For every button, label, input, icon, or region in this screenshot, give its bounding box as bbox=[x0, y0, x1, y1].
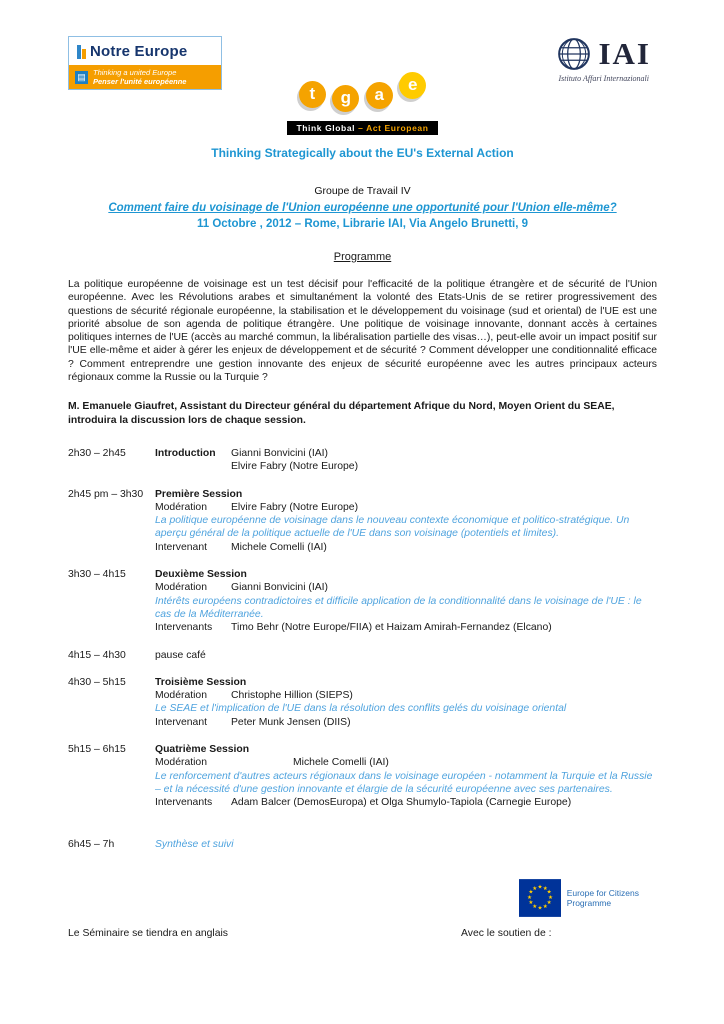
slot-speaker: Gianni Bonvicini (IAI) bbox=[231, 447, 329, 459]
event-date-location: 11 Octobre , 2012 – Rome, Librarie IAI, Via Angelo Brunetti, 9 bbox=[196, 218, 529, 230]
slot-title: Introduction bbox=[155, 447, 216, 459]
eu-star-icon: ★ bbox=[526, 894, 532, 901]
schedule-slot-coffee-break bbox=[68, 649, 657, 662]
moderator-note: M. Emanuele Giaufret, Assistant du Directeur général du département Afrique du Nord, Moyen Orient du SEAE, introduira la discussion lors de chaque session. bbox=[68, 401, 615, 426]
eu-star-icon: ★ bbox=[528, 889, 534, 896]
slot-body bbox=[155, 838, 657, 851]
eu-star-icon: ★ bbox=[531, 885, 537, 892]
slot-speaker: Elvire Fabry (Notre Europe) bbox=[231, 461, 359, 473]
slot-time: 2h30 – 2h45 bbox=[68, 447, 126, 459]
notre-europe-taglines bbox=[93, 68, 186, 86]
tgae-letter-e-icon: e bbox=[399, 72, 426, 99]
schedule-slot-synthesis bbox=[68, 838, 657, 851]
notre-europe-logo bbox=[68, 36, 222, 90]
slot-title: Synthèse et suivi bbox=[155, 838, 234, 850]
iai-logo-top bbox=[556, 36, 651, 72]
schedule-slot-session-3 bbox=[68, 676, 657, 729]
event-series-tagline: Thinking Strategically about the EU's External Action bbox=[211, 146, 514, 160]
session-description: Le renforcement d'autres acteurs régionaux dans le voisinage européen - notamment la Turquie et la Russie – et la nécessité d'une gestion innovante et élargie de la sécurité européenne avec ses partenaires. bbox=[155, 770, 653, 795]
notre-europe-name: Notre Europe bbox=[90, 43, 188, 60]
notre-europe-mark-icon bbox=[77, 45, 86, 59]
speaker-label: Intervenants bbox=[155, 622, 213, 634]
notre-europe-tagline-fr: Penser l'unité européenne bbox=[93, 77, 187, 86]
schedule-slot-session-4 bbox=[68, 743, 657, 809]
slot-body bbox=[155, 568, 657, 634]
europe-for-citizens-logo bbox=[519, 879, 639, 917]
footer bbox=[68, 879, 657, 941]
eu-star-icon: ★ bbox=[547, 894, 553, 901]
support-label: Avec le soutien de : bbox=[461, 927, 552, 939]
speaker-label: Intervenants bbox=[155, 797, 213, 809]
notre-europe-tagline-en: Thinking a united Europe bbox=[93, 68, 177, 77]
moderation-label: Modération bbox=[155, 582, 207, 594]
schedule bbox=[68, 447, 657, 851]
moderation-label: Modération bbox=[155, 501, 207, 513]
eu-programme-line1: Europe for Citizens bbox=[566, 887, 639, 898]
speaker-label: Intervenant bbox=[155, 716, 207, 728]
slot-time: 2h45 pm – 3h30 bbox=[68, 488, 144, 500]
eu-star-icon: ★ bbox=[546, 889, 552, 896]
notre-europe-logo-top bbox=[69, 37, 221, 65]
slot-body bbox=[155, 488, 657, 554]
eu-star-icon: ★ bbox=[546, 900, 552, 907]
speaker-names: Adam Balcer (DemosEuropa) et Olga Shumylo-Tapiola (Carnegie Europe) bbox=[231, 797, 572, 809]
iai-subtitle: Istituto Affari Internazionali bbox=[558, 74, 649, 83]
speaker-names: Michele Comelli (IAI) bbox=[231, 541, 327, 553]
tgae-letter-t-icon: t bbox=[299, 81, 326, 108]
tgae-letter-g-icon: g bbox=[332, 85, 359, 112]
eu-programme-name bbox=[567, 888, 639, 908]
speaker-names: Peter Munk Jensen (DIIS) bbox=[231, 716, 351, 728]
session-description: Intérêts européens contradictoires et difficile application de la conditionnalité dans le voisinage de l'UE : le cas de la Méditerranée. bbox=[155, 595, 642, 620]
intro-paragraph: La politique européenne de voisinage est un test décisif pour l'efficacité de la politique étrangère et de sécurité de l'Union européenne. Avec les Révolutions arabes et simultanément la volonté des Etats-Unis de se retirer progressivement des questions de sécurité régionale européenne, la stabilisation et le développement du voisinage (sud et oriental) de l'UE est une priorité absolue de son agenda de politique étrangère. Une politique de voisinage innovante, donnant accès à certaines politiques internes de l'UE (accès au marché commun, la libéralisation partielle des visas…), peut-elle avoir un impact positif sur l'UE elle-même et aider à gérer les enjeux de développement et de sécurité ? Comment développer une conditionnalité efficace ? Comment entreprendre une gestion innovante des enjeux de sécurité européenne avec les autres principaux acteurs régionaux comme la Russie ou la Turquie ? bbox=[68, 279, 657, 384]
slot-body bbox=[155, 676, 657, 729]
notre-europe-strip-icon: ▤ bbox=[75, 71, 88, 84]
schedule-slot-session-2 bbox=[68, 568, 657, 634]
moderator-name: Elvire Fabry (Notre Europe) bbox=[231, 501, 359, 513]
slot-title: pause café bbox=[155, 649, 206, 661]
speaker-label: Intervenant bbox=[155, 541, 207, 553]
slot-title: Troisième Session bbox=[155, 676, 247, 688]
event-title: Comment faire du voisinage de l'Union européenne une opportunité pour l'Union elle-même? bbox=[108, 202, 617, 214]
schedule-slot-introduction bbox=[68, 447, 657, 474]
eu-star-icon: ★ bbox=[542, 885, 548, 892]
slot-time: 3h30 – 4h15 bbox=[68, 569, 126, 581]
slot-title: Première Session bbox=[155, 488, 243, 500]
eu-flag-icon bbox=[519, 879, 561, 917]
notre-europe-tagline-strip bbox=[69, 65, 221, 89]
title-block bbox=[68, 185, 657, 230]
language-note: Le Séminaire se tiendra en anglais bbox=[68, 927, 228, 939]
moderator-name: Michele Comelli (IAI) bbox=[293, 757, 389, 769]
session-description: La politique européenne de voisinage dans le nouveau contexte économique et politico-stratégique. Un aperçu général de la politique actuelle de l'UE dans son voisinage (potentiels et limites). bbox=[155, 515, 630, 540]
slot-time: 4h30 – 5h15 bbox=[68, 676, 126, 688]
session-description: Le SEAE et l'implication de l'UE dans la résolution des conflits gelés du voisinage oriental bbox=[155, 703, 567, 715]
eu-star-icon: ★ bbox=[531, 903, 537, 910]
slot-body bbox=[155, 447, 657, 474]
globe-icon bbox=[556, 36, 592, 72]
tgae-banner-left: Think Global bbox=[296, 123, 356, 133]
slot-time: 5h15 – 6h15 bbox=[68, 744, 126, 756]
slot-body bbox=[155, 649, 657, 662]
schedule-slot-session-1 bbox=[68, 488, 657, 554]
iai-name: IAI bbox=[598, 36, 651, 71]
programme-heading: Programme bbox=[333, 251, 392, 263]
moderation-label: Modération bbox=[155, 690, 207, 702]
tgae-banner-right: – Act European bbox=[358, 123, 429, 133]
eu-star-icon: ★ bbox=[537, 884, 543, 891]
slot-time: 4h15 – 4h30 bbox=[68, 649, 126, 661]
tgae-banner bbox=[287, 121, 437, 135]
tgae-letter-a-icon: a bbox=[366, 82, 393, 109]
eu-star-icon: ★ bbox=[537, 905, 543, 912]
moderation-label: Modération bbox=[155, 757, 207, 769]
speaker-names: Timo Behr (Notre Europe/FIIA) et Haizam Amirah-Fernandez (Elcano) bbox=[231, 622, 552, 634]
iai-logo bbox=[556, 36, 651, 83]
moderator-name: Gianni Bonvicini (IAI) bbox=[231, 582, 329, 594]
slot-time: 6h45 – 7h bbox=[68, 838, 115, 850]
eu-star-icon: ★ bbox=[542, 903, 548, 910]
eu-star-icon: ★ bbox=[528, 900, 534, 907]
slot-body bbox=[155, 743, 657, 809]
slot-title: Deuxième Session bbox=[155, 569, 247, 581]
working-group-label: Groupe de Travail IV bbox=[314, 185, 411, 197]
eu-programme-line2: Programme bbox=[566, 897, 612, 908]
moderator-name: Christophe Hillion (SIEPS) bbox=[231, 690, 353, 702]
slot-title: Quatrième Session bbox=[155, 744, 250, 756]
